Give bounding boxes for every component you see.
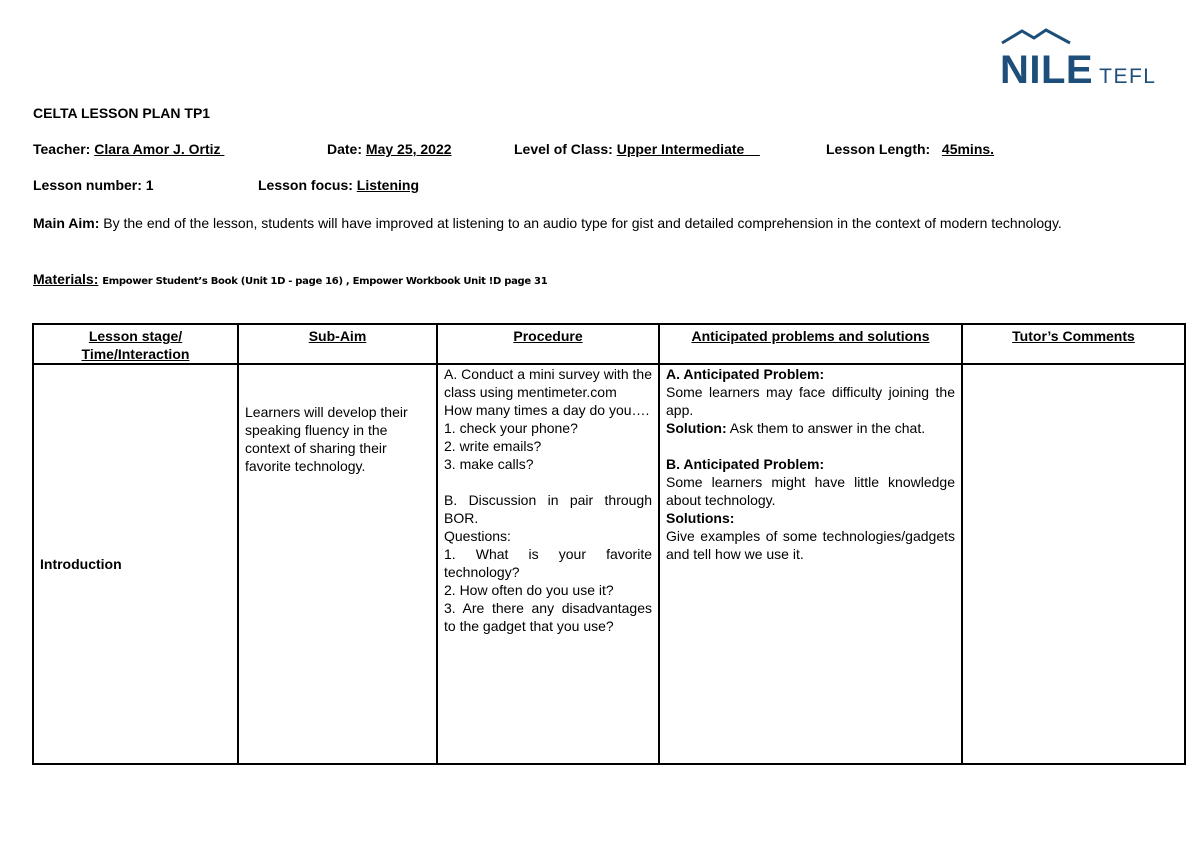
list-item: 1. What is your favorite technology?: [444, 546, 652, 580]
problem-b-label: B. Anticipated Problem:: [666, 456, 825, 472]
header-level: [514, 141, 760, 158]
teacher-label: Teacher:: [33, 141, 91, 157]
header-stage-line2: Time/Interaction: [81, 346, 190, 362]
list-item: 3. make calls?: [444, 456, 534, 472]
logo-tefl: TEFL: [1099, 65, 1157, 88]
solution-a-label: Solution:: [666, 420, 727, 436]
lesson-number: Lesson number: 1: [33, 177, 154, 193]
length-label: Lesson Length:: [826, 141, 931, 157]
cell-problems: [659, 364, 962, 764]
length-value: 45mins.: [941, 141, 995, 157]
nile-tefl-logo: [998, 26, 1158, 92]
teacher-value: Clara Amor J. Ortiz: [94, 141, 221, 157]
problem-b-text: Some learners might have little knowledge about technology.: [666, 474, 955, 508]
list-item: 2. write emails?: [444, 438, 542, 454]
header-length: [826, 141, 994, 158]
header-procedure: Procedure: [437, 324, 659, 364]
solution-b-text: Give examples of some technologies/gadgets and tell how we use it.: [666, 528, 955, 562]
logo-text: [1000, 50, 1156, 90]
cell-procedure: [437, 364, 659, 764]
cell-stage: Introduction: [33, 364, 238, 764]
level-label: Level of Class:: [514, 141, 613, 157]
logo-nile: NILE: [1000, 48, 1094, 92]
cell-tutor-comments: [962, 364, 1185, 764]
document-title: CELTA LESSON PLAN TP1: [33, 105, 211, 121]
main-aim-text: By the end of the lesson, students will have improved at listening to an audio type for gist and detailed comprehension in the context of modern technology.: [103, 215, 1062, 231]
list-item: 1. check your phone?: [444, 420, 578, 436]
header-date: [327, 141, 452, 158]
table-row: [33, 364, 1185, 764]
date-value: May 25, 2022: [365, 141, 452, 157]
procedure-b-questions-label: Questions:: [444, 528, 511, 544]
list-item: 3. Are there any disadvantages to the gadget that you use?: [444, 600, 652, 634]
date-label: Date:: [327, 141, 363, 157]
materials-label: Materials:: [33, 271, 99, 287]
problem-a-label: A. Anticipated Problem:: [666, 366, 825, 382]
focus-label: Lesson focus:: [258, 177, 353, 193]
lesson-plan-table: [32, 323, 1186, 765]
main-aim-label: Main Aim:: [33, 215, 100, 231]
solution-a: [666, 419, 955, 437]
materials-text: Empower Student’s Book (Unit 1D - page 16) , Empower Workbook Unit !D page 31: [102, 276, 548, 287]
lesson-focus: [258, 177, 419, 194]
materials: [33, 271, 547, 290]
procedure-b-title: B. Discussion in pair through BOR.: [444, 492, 652, 526]
problem-a-text: Some learners may face difficulty joining the app.: [666, 384, 955, 418]
roof-icon: [998, 26, 1078, 48]
table-header-row: [33, 324, 1185, 364]
procedure-a-question: How many times a day do you….: [444, 402, 650, 418]
procedure-a-title: A. Conduct a mini survey with the class using mentimeter.com: [444, 366, 652, 400]
header-comments: Tutor’s Comments: [962, 324, 1185, 364]
focus-value: Listening: [356, 177, 420, 193]
header-sub-aim: Sub-Aim: [238, 324, 437, 364]
cell-sub-aim: Learners will develop their speaking fluency in the context of sharing their favorite technology.: [238, 364, 437, 764]
solution-b-label: Solutions:: [666, 510, 735, 526]
header-problems: Anticipated problems and solutions: [659, 324, 962, 364]
header-teacher: [33, 141, 224, 158]
header-stage-line1: Lesson stage/: [88, 328, 183, 344]
list-item: 2. How often do you use it?: [444, 582, 614, 598]
header-stage: [33, 324, 238, 364]
main-aim: [33, 215, 1063, 232]
solution-a-text: Ask them to answer in the chat.: [729, 420, 926, 436]
level-value: Upper Intermediate: [616, 141, 745, 157]
